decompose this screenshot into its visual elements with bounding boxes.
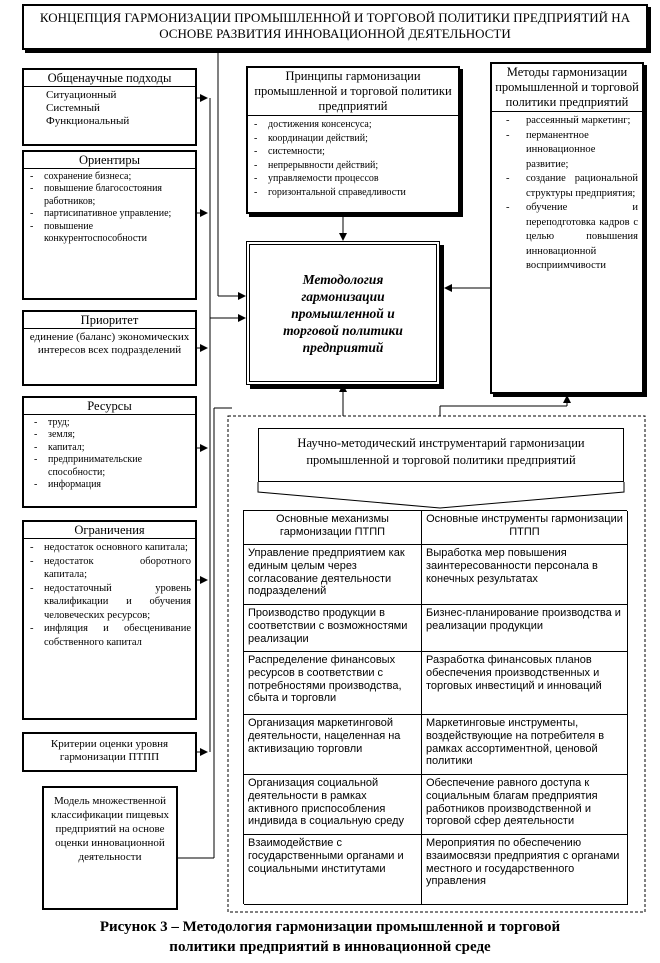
resource-item: - труд; [34,417,191,429]
limits-title: Ограничения [24,522,195,539]
model-box [42,786,178,910]
toolkit-box [258,428,624,482]
methodology-box [246,241,440,385]
approaches-box [22,68,197,146]
concept-title-box [22,4,648,50]
method-item: - обучение и переподготовка кадров с целью повышения инновационной восприимчивости [506,201,638,274]
table-cell: Маркетинговые инструменты, воздействующие на потребителя в рамках ассортиментной, ценовой политики [422,715,628,775]
limits-box [22,520,197,720]
principles-title: Принципы гармонизации промышленной и торговой политики предприятий [248,68,458,116]
table-header: Основные механизмы гармонизации ПТПП [244,511,422,545]
orientirs-box [22,150,197,300]
orientir-item: - повышение конкурентоспособности [30,221,191,246]
priority-text: единение (баланс) экономических интересов всех подразделений [29,331,190,356]
mechanisms-table [243,510,627,904]
table-cell: Распределение финансовых ресурсов в соответствии с потребностями производства, сбыта и торговли [244,652,422,715]
figure-caption-line1: Рисунок 3 – Методология гармонизации промышленной и торговой [99,919,561,935]
limit-item: - недостаток основного капитала; [30,541,191,555]
table-header: Основные инструменты гармонизации ПТПП [422,511,628,545]
approach-item: Функциональный [46,115,130,127]
approach-item: Системный [46,102,100,114]
resource-item: - земля; [34,429,191,441]
resources-box [22,396,197,508]
priority-box [22,310,197,386]
table-cell: Обеспечение равного доступа к социальным благам предприятия работников производственной и торговой сфер деятельности [422,775,628,835]
resource-item: - предпринимательские способности; [34,454,191,479]
criteria-text: Критерии оценки уровня гармонизации ПТПП [50,738,169,763]
table-cell: Производство продукции в соответствии с возможностями реализации [244,605,422,652]
table-cell: Управление предприятием как единым целым через согласование деятельности подразделений [244,545,422,605]
principles-box [246,66,460,214]
orientirs-title: Ориентиры [24,152,195,169]
principle-item: - достижения консенсуса; [254,118,454,132]
orientir-item: - партисипативное управление; [30,208,191,220]
principle-item: - системности; [254,145,454,159]
table-cell: Бизнес-планирование производства и реализации продукции [422,605,628,652]
principle-item: - непрерывности действий; [254,159,454,173]
table-cell: Разработка финансовых планов обеспечения производственных и торговых инвестиций и инноваций [422,652,628,715]
table-cell: Организация маркетинговой деятельности, нацеленная на активизацию торговли [244,715,422,775]
limit-item: - недостаток оборотного капитала; [30,555,191,582]
table-cell: Взаимодействие с государственными органами и социальными институтами [244,835,422,905]
principle-item: - управляемости процессов [254,172,454,186]
methods-box [490,62,644,394]
approaches-title: Общенаучные подходы [24,70,195,87]
table-cell: Организация социальной деятельности в рамках активного приспособления индивида в социальную среду [244,775,422,835]
principle-item: - координации действий; [254,132,454,146]
model-text: Модель множественной классификации пищевых предприятий на основе оценки инновационной деятельности [50,795,170,863]
resource-item: - информация [34,479,191,491]
limit-item: - недостаточный уровень квалификации и обучения человеческих ресурсов; [30,582,191,623]
resources-title: Ресурсы [24,398,195,415]
table-cell: Выработка мер повышения заинтересованности персонала в конечных результатах [422,545,628,605]
method-item: - перманентное инновационное развитие; [506,129,638,173]
orientir-item: - сохранение бизнеса; [30,171,191,183]
methods-title: Методы гармонизации промышленной и торговой политики предприятий [492,64,642,112]
limit-item: - инфляция и обесценивание собственного капитал [30,622,191,649]
resource-item: - капитал; [34,442,191,454]
orientir-item: - повышение благосостояния работников; [30,183,191,208]
method-item: - рассеянный маркетинг; [506,114,638,129]
methodology-text: Методология гармонизации промышленной и торговой политики предприятий [283,271,403,355]
principle-item: - горизонтальной справедливости [254,186,454,200]
approach-item: Ситуационный [46,89,117,101]
table-cell: Мероприятия по обеспечению взаимосвязи предприятия с органами местного и государственного управления [422,835,628,905]
priority-title: Приоритет [24,312,195,329]
method-item: - создание рациональной структуры предприятия; [506,172,638,201]
criteria-box [22,732,197,772]
figure-caption-line2: политики предприятий в инновационной среде [169,939,491,955]
concept-title: КОНЦЕПЦИЯ ГАРМОНИЗАЦИИ ПРОМЫШЛЕННОЙ И ТОРГОВОЙ ПОЛИТИКИ ПРЕДПРИЯТИЙ НА ОСНОВЕ РАЗВИТИЯ ИННОВАЦИОННОЙ ДЕЯТЕЛЬНОСТИ [39,10,631,41]
toolkit-text: Научно-методический инструментарий гармонизации промышленной и торговой политики предприятий [297,436,585,467]
